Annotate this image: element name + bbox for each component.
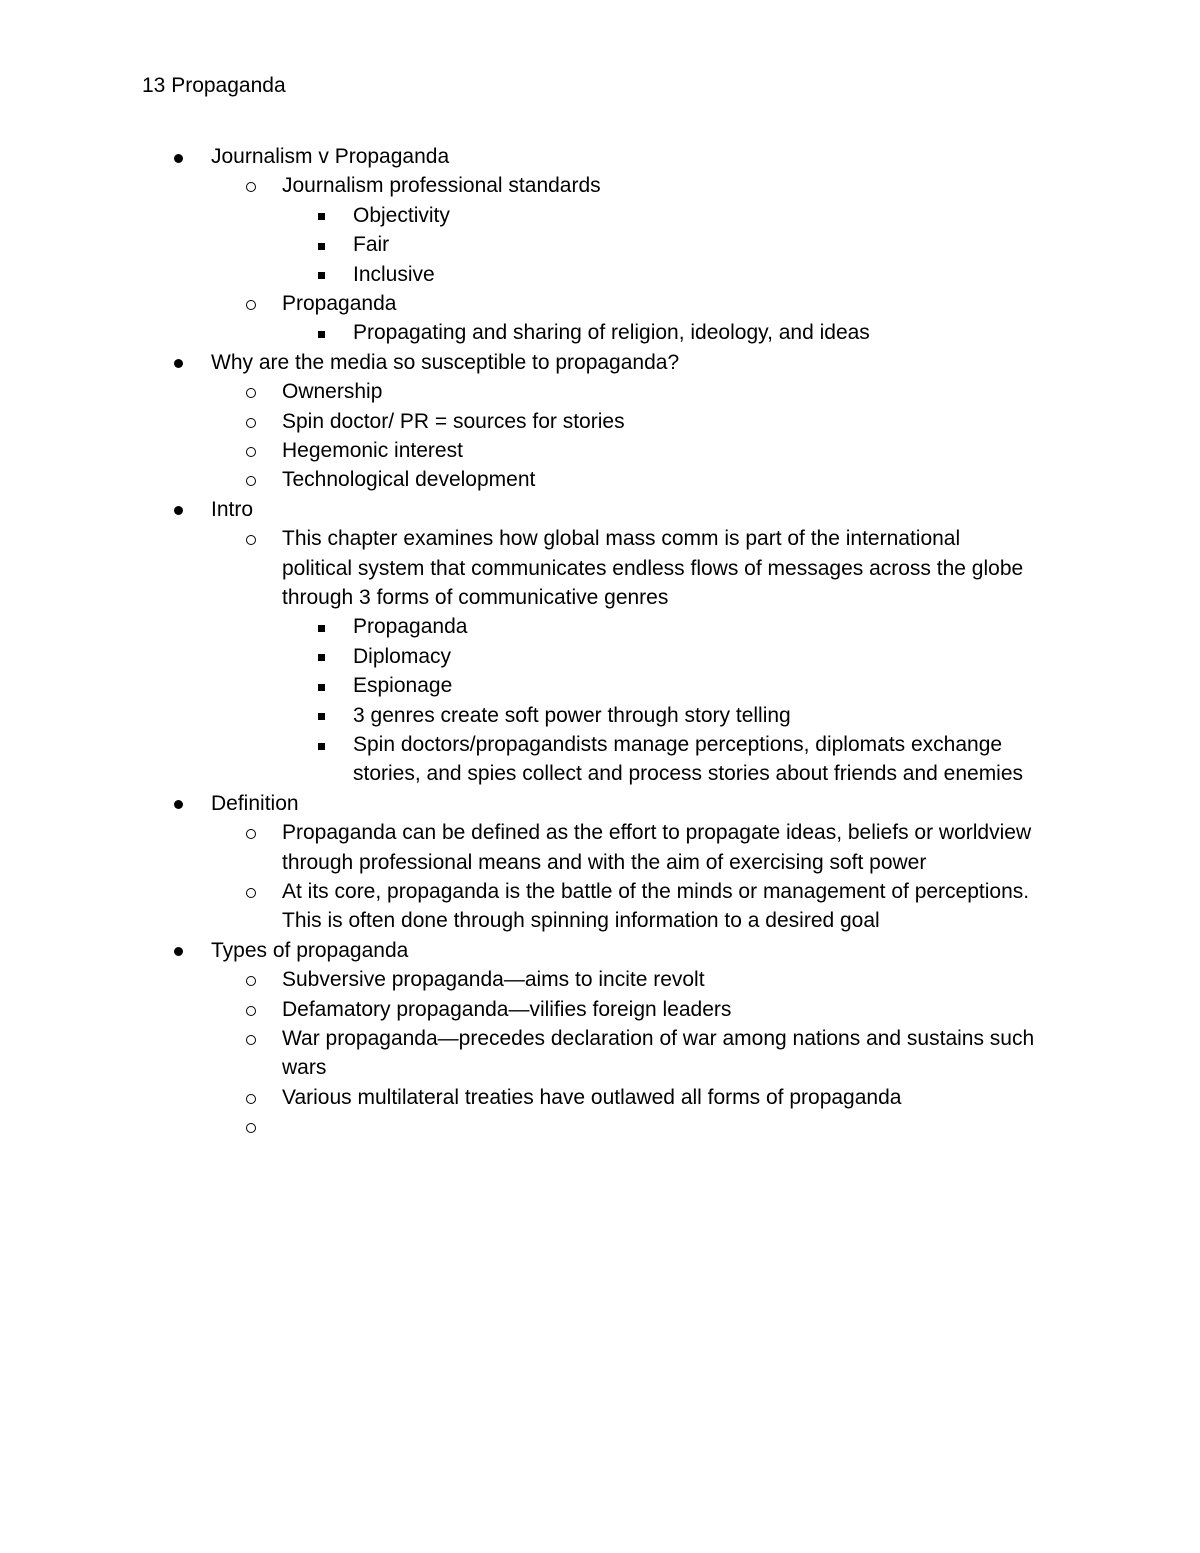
bullet-square-icon	[318, 331, 325, 338]
list-item-level-2: At its core, propaganda is the battle of the minds or management of perceptions.	[282, 880, 1030, 903]
bullet-disc-icon	[174, 154, 183, 163]
list-item-level-2: Defamatory propaganda—vilifies foreign leaders	[282, 997, 732, 1021]
bullet-circle-icon	[246, 447, 256, 457]
list-item-level-1: Definition	[211, 791, 299, 815]
list-item-level-2: Spin doctor/ PR = sources for stories	[282, 409, 625, 433]
bullet-circle-icon	[246, 1006, 256, 1016]
bullet-square-icon	[318, 213, 325, 220]
bullet-circle-icon	[246, 418, 256, 428]
bullet-circle-icon	[246, 476, 256, 486]
bullet-square-icon	[318, 684, 325, 691]
list-item-level-2: wars	[282, 1056, 327, 1080]
bullet-disc-icon	[174, 506, 183, 515]
list-item-level-2: War propaganda—precedes declaration of war among nations and sustains such	[282, 1027, 1035, 1050]
list-item-level-3: Objectivity	[353, 203, 450, 227]
list-item-level-3: Propaganda	[353, 615, 468, 639]
list-item-level-2: Ownership	[282, 380, 383, 404]
list-item-level-3: Fair	[353, 233, 390, 257]
bullet-circle-icon	[246, 300, 256, 310]
list-item-level-2: Hegemonic interest	[282, 439, 463, 462]
list-item-level-2: Various multilateral treaties have outlawed all forms of propaganda	[282, 1085, 902, 1109]
bullet-square-icon	[318, 272, 325, 279]
bullet-disc-icon	[174, 359, 183, 368]
bullet-circle-icon	[246, 182, 256, 192]
list-item-level-2: through 3 forms of communicative genres	[282, 586, 669, 609]
list-item-level-2: Subversive propaganda—aims to incite revolt	[282, 968, 705, 992]
bullet-square-icon	[318, 743, 325, 750]
bullet-square-icon	[318, 654, 325, 661]
bullet-square-icon	[318, 713, 325, 720]
list-item-level-3: Inclusive	[353, 262, 435, 286]
list-item-level-2: Propaganda can be defined as the effort to propagate ideas, beliefs or worldview	[282, 821, 1032, 845]
list-item-level-3: stories, and spies collect and process stories about friends and enemies	[353, 762, 1024, 786]
list-item-level-1: Why are the media so susceptible to propaganda?	[211, 350, 680, 374]
bullet-disc-icon	[174, 800, 183, 809]
bullet-circle-icon	[246, 1123, 256, 1133]
list-item-level-2: This chapter examines how global mass comm is part of the international	[282, 527, 961, 551]
list-item-level-3: Espionage	[353, 674, 453, 698]
list-item-level-2: Journalism professional standards	[282, 174, 601, 198]
list-item-level-3: Propagating and sharing of religion, ideology, and ideas	[353, 321, 870, 345]
list-item-level-3: Spin doctors/propagandists manage perceptions, diplomats exchange	[353, 733, 1003, 756]
bullet-circle-icon	[246, 1094, 256, 1104]
list-item-level-2: Technological development	[282, 468, 536, 492]
list-item-level-3: Diplomacy	[353, 644, 452, 668]
list-item-level-1: Types of propaganda	[211, 938, 409, 962]
list-item-level-1: Intro	[211, 497, 254, 521]
page-title: 13 Propaganda	[142, 74, 286, 97]
bullet-circle-icon	[246, 976, 256, 986]
list-item-level-2: political system that communicates endless flows of messages across the globe	[282, 556, 1024, 580]
list-item-level-2: through professional means and with the aim of exercising soft power	[282, 850, 927, 874]
bullet-circle-icon	[246, 888, 256, 898]
bullet-circle-icon	[246, 1035, 256, 1045]
bullet-disc-icon	[174, 947, 183, 956]
bullet-circle-icon	[246, 388, 256, 398]
list-item-level-2: This is often done through spinning information to a desired goal	[282, 909, 880, 933]
list-item-level-3: 3 genres create soft power through story telling	[353, 703, 791, 727]
bullet-circle-icon	[246, 535, 256, 545]
bullet-square-icon	[318, 625, 325, 632]
list-item-level-1: Journalism v Propaganda	[211, 145, 450, 168]
bullet-square-icon	[318, 243, 325, 250]
bullet-circle-icon	[246, 829, 256, 839]
list-item-level-2: Propaganda	[282, 292, 397, 315]
